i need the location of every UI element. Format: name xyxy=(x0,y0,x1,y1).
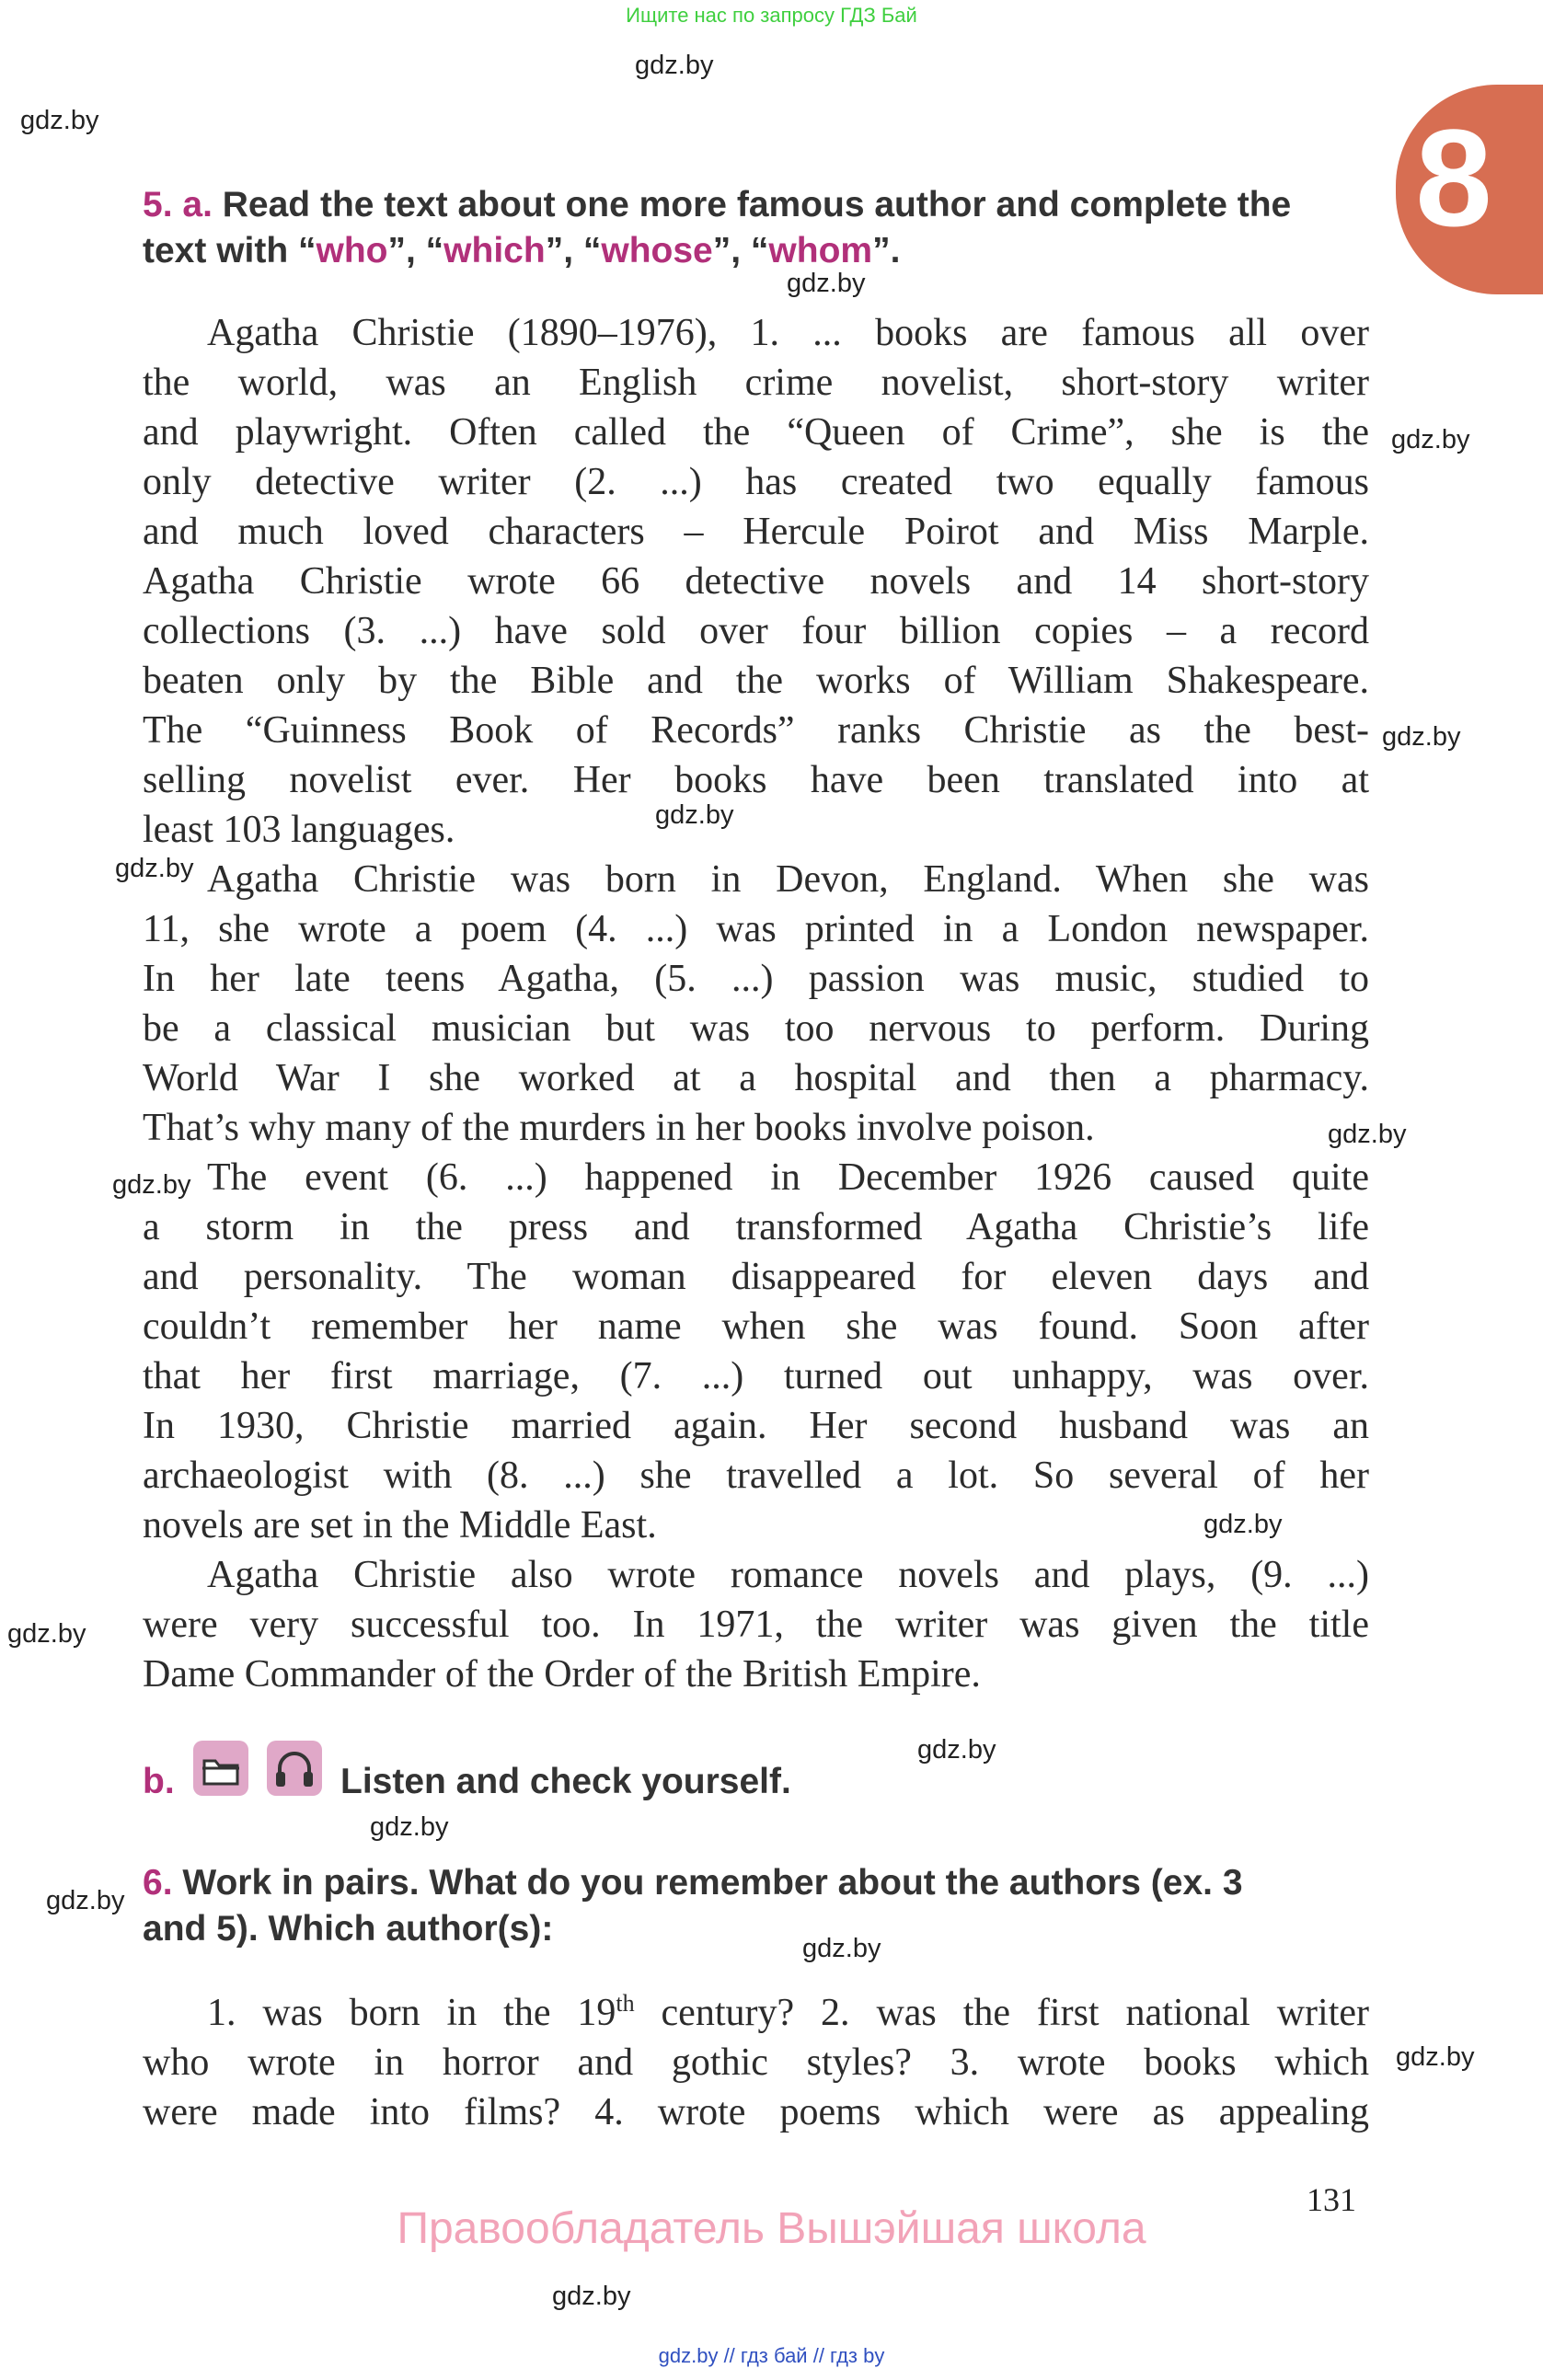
text-line: couldn’t remember her name when she was found. Soon after xyxy=(143,1305,1369,1348)
question-line: who wrote in horror and gothic styles? 3. wrote books which xyxy=(143,2041,1369,2084)
text-line: beaten only by the Bible and the works of William Shakespeare. xyxy=(143,660,1369,702)
watermark: gdz.by xyxy=(1382,722,1461,752)
text-line: In her late teens Agatha, (5. ...) passion was music, studied to xyxy=(143,958,1369,1000)
folder-icon[interactable] xyxy=(193,1741,248,1796)
search-note: Ищите нас по запросу ГДЗ Бай xyxy=(626,4,917,27)
text-line: only detective writer (2. ...) has created two equally famous xyxy=(143,461,1369,503)
text: text with “ xyxy=(143,231,317,270)
text-line: Agatha Christie was born in Devon, England. When she was xyxy=(207,858,1369,901)
part-b-letter: b. xyxy=(143,1762,175,1801)
text-line: Agatha Christie wrote 66 detective novels and 14 short-story xyxy=(143,560,1369,603)
task5-instruction-line2 xyxy=(143,228,1371,274)
watermark: gdz.by xyxy=(1396,2042,1475,2072)
task5-part-b-label xyxy=(143,1759,198,1805)
text-line: that her first marriage, (7. ...) turned out unhappy, was over. xyxy=(143,1355,1369,1397)
text-line: selling novelist ever. Her books have been translated into at xyxy=(143,759,1369,801)
task6-number: 6. xyxy=(143,1863,173,1903)
text: century? 2. was the first national writer xyxy=(634,1992,1369,2034)
text-line: and playwright. Often called the “Queen of Crime”, she is the xyxy=(143,411,1369,454)
text-line: and much loved characters – Hercule Poirot and Miss Marple. xyxy=(143,511,1369,553)
task5-instruction-line1 xyxy=(143,182,1371,228)
text: ”, “ xyxy=(545,231,602,270)
watermark: gdz.by xyxy=(115,854,194,883)
watermark: gdz.by xyxy=(1391,425,1470,454)
task6-instruction-1: Work in pairs. What do you remember about the authors (ex. 3 xyxy=(182,1863,1243,1903)
task5-heading xyxy=(143,182,1371,274)
watermark: gdz.by xyxy=(655,800,734,830)
task6-questions xyxy=(143,1988,1369,2137)
watermark: gdz.by xyxy=(112,1170,191,1200)
watermark: gdz.by xyxy=(552,2282,631,2311)
text-line: the world, was an English crime novelist, short-story writer xyxy=(143,362,1369,404)
text-line: In 1930, Christie married again. Her second husband was an xyxy=(143,1405,1369,1447)
text-line: and personality. The woman disappeared for eleven days and xyxy=(143,1256,1369,1298)
page-number: 131 xyxy=(1307,2181,1356,2218)
word-which: which xyxy=(443,231,546,270)
task5-instruction-1: Read the text about one more famous author and complete the xyxy=(222,185,1292,224)
text-line: The “Guinness Book of Records” ranks Christie as the best- xyxy=(143,709,1369,752)
text: ”, “ xyxy=(387,231,444,270)
question-line xyxy=(143,1988,1369,2038)
task5-number: 5. xyxy=(143,185,173,224)
word-whom: whom xyxy=(768,231,873,270)
text-line: archaeologist with (8. ...) she travelled a lot. So several of her xyxy=(143,1454,1369,1497)
watermark: gdz.by xyxy=(802,1934,881,1963)
text-line: novels are set in the Middle East. xyxy=(143,1504,657,1546)
text-line: least 103 languages. xyxy=(143,809,455,851)
task6-instruction-line1 xyxy=(143,1860,1371,1906)
watermark: gdz.by xyxy=(787,269,866,298)
watermark: gdz.by xyxy=(1203,1510,1283,1539)
text-line: 11, she wrote a poem (4. ...) was printed in a London newspaper. xyxy=(143,908,1369,950)
text-line: be a classical musician but was too nervous to perform. During xyxy=(143,1007,1369,1050)
task6-heading xyxy=(143,1860,1371,1952)
copyright-footer: Правообладатель Вышэйшая школа xyxy=(397,2204,1146,2253)
watermark: gdz.by xyxy=(7,1619,86,1649)
bottom-links[interactable]: gdz.by // гдз бай // гдз by xyxy=(658,2344,885,2367)
text-line: collections (3. ...) have sold over four billion copies – a record xyxy=(143,610,1369,652)
task6-instruction-2: and 5). Which author(s): xyxy=(143,1909,554,1949)
unit-number: 8 xyxy=(1415,100,1492,255)
text: ”, “ xyxy=(712,231,769,270)
watermark: gdz.by xyxy=(917,1735,996,1765)
word-who: who xyxy=(316,231,388,270)
superscript: th xyxy=(616,1990,635,2017)
text-line: Agatha Christie also wrote romance novels and plays, (9. ...) xyxy=(207,1554,1369,1596)
task5-part-a: a. xyxy=(182,185,213,224)
task5-part-b-text: Listen and check yourself. xyxy=(340,1762,791,1801)
watermark: gdz.by xyxy=(20,106,99,135)
watermark: gdz.by xyxy=(370,1812,449,1842)
text-line: Agatha Christie (1890–1976), 1. ... books are famous all over xyxy=(207,312,1369,354)
watermark: gdz.by xyxy=(635,51,714,80)
word-whose: whose xyxy=(601,231,713,270)
text-line: The event (6. ...) happened in December 1926 caused quite xyxy=(207,1156,1369,1199)
text: ”. xyxy=(872,231,901,270)
text-line: That’s why many of the murders in her books involve poison. xyxy=(143,1107,1095,1149)
watermark: gdz.by xyxy=(1328,1120,1407,1149)
watermark: gdz.by xyxy=(46,1886,125,1915)
text-line: a storm in the press and transformed Agatha Christie’s life xyxy=(143,1206,1369,1248)
text-line: were very successful too. In 1971, the writer was given the title xyxy=(143,1604,1369,1646)
task5-text xyxy=(143,308,1369,1699)
headphones-icon[interactable] xyxy=(267,1741,322,1796)
text-line: World War I she worked at a hospital and then a pharmacy. xyxy=(143,1057,1369,1099)
question-line: were made into films? 4. wrote poems which were as appealing xyxy=(143,2091,1369,2133)
text-line: Dame Commander of the Order of the British Empire. xyxy=(143,1653,981,1696)
text: 1. was born in the 19 xyxy=(207,1992,616,2034)
